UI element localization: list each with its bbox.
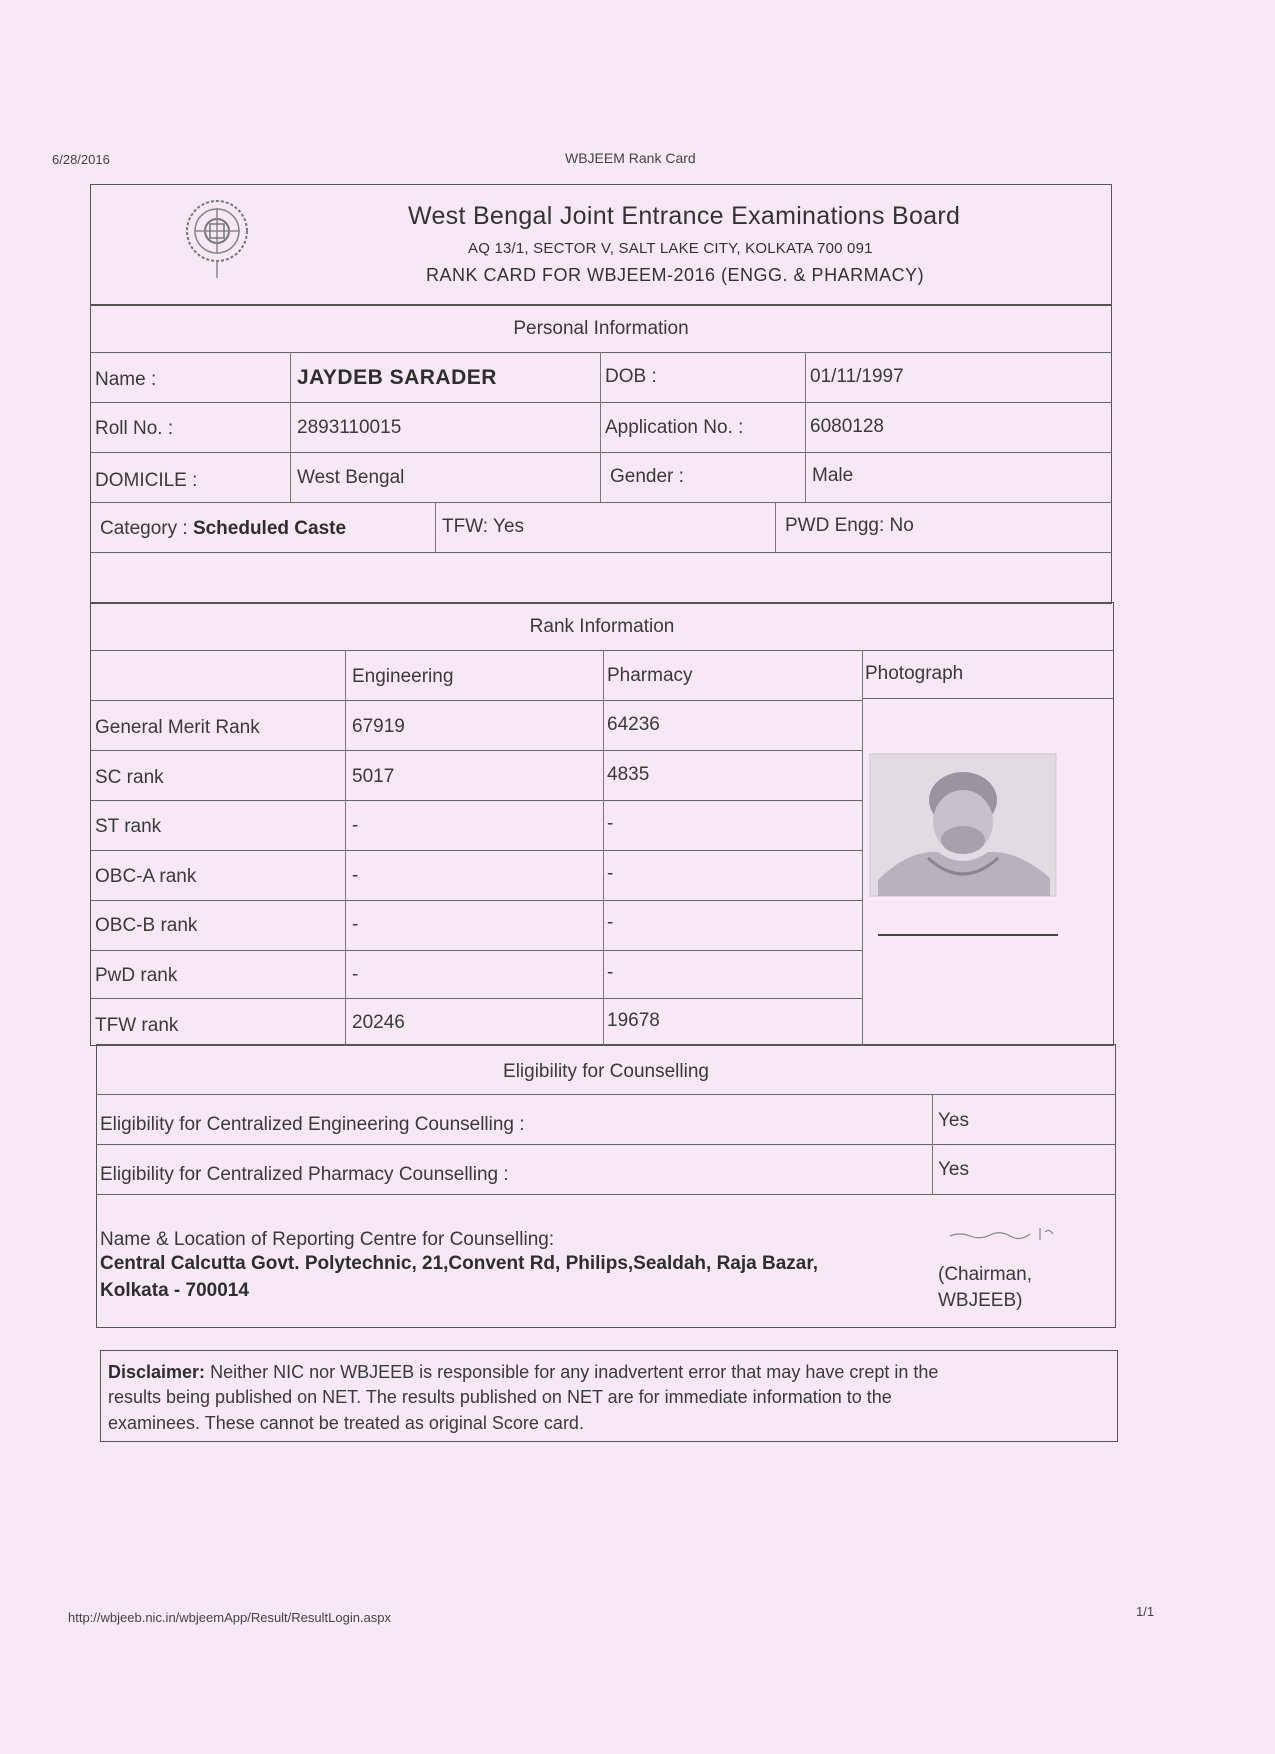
rank-row-pharm: 4835 [607,764,650,785]
category-value: Scheduled Caste [192,518,347,539]
candidate-photo [868,750,1058,940]
application-label: Application No. : [605,417,744,438]
signatory-org: WBJEEB) [938,1290,1023,1311]
rank-row-label: OBC-A rank [95,866,197,887]
domicile-value: West Bengal [297,467,405,488]
tfw-label: TFW: [442,516,489,537]
rank-info-heading: Rank Information [529,616,675,637]
personal-info-heading: Personal Information [513,318,689,339]
roll-label: Roll No. : [95,418,174,439]
engg-eligibility-label: Eligibility for Centralized Engineering Counselling : [100,1114,525,1135]
pwd-label: PWD Engg: [785,515,885,536]
rank-row-pharm: 64236 [607,714,660,735]
reporting-centre-label: Name & Location of Reporting Centre for Counselling: [100,1229,555,1250]
disclaimer-line-2: results being published on NET. The results published on NET are for immediate information to the [108,1387,892,1407]
print-url: http://wbjeeb.nic.in/wbjeemApp/Result/ResultLogin.aspx [68,1610,392,1625]
rank-row-label: General Merit Rank [95,717,260,738]
rank-row-engg: - [352,815,359,836]
disclaimer-line-1 [108,1362,938,1383]
disclaimer-label: Disclaimer: [108,1362,206,1382]
rank-row-pharm: - [607,813,614,834]
rank-row-pharm: - [607,912,614,933]
gender-label: Gender : [610,466,684,487]
rank-row-label: SC rank [95,767,164,788]
rank-row-pharm: 19678 [607,1010,660,1031]
tfw-field [442,516,524,538]
pwd-field [785,515,914,537]
col-pharmacy: Pharmacy [607,665,693,686]
pwd-value: No [889,515,914,536]
board-name: West Bengal Joint Entrance Examinations Board [408,202,961,230]
board-seal-icon [180,198,260,280]
tfw-value: Yes [493,516,525,537]
rank-row-label: OBC-B rank [95,915,198,936]
rank-row-label: ST rank [95,816,162,837]
reporting-centre-address: Central Calcutta Govt. Polytechnic, 21,Convent Rd, Philips,Sealdah, Raja Bazar, [100,1253,818,1274]
application-value: 6080128 [810,416,884,437]
rank-row-label: PwD rank [95,965,178,986]
col-photograph: Photograph [865,663,964,684]
rank-row-pharm: - [607,863,614,884]
card-title: RANK CARD FOR WBJEEM-2016 (ENGG. & PHARMACY) [426,265,925,285]
rank-row-engg: 67919 [352,716,405,737]
rank-row-engg: 20246 [352,1012,405,1033]
name-label: Name : [95,369,157,390]
board-address: AQ 13/1, SECTOR V, SALT LAKE CITY, KOLKATA 700 091 [468,240,873,257]
domicile-label: DOMICILE : [95,470,198,491]
rank-row-engg: - [352,865,359,886]
pharm-eligibility-label: Eligibility for Centralized Pharmacy Counselling : [100,1164,509,1185]
disclaimer-line-3: examinees. These cannot be treated as original Score card. [108,1413,584,1433]
pharm-eligibility-value: Yes [938,1159,969,1180]
print-date: 6/28/2016 [52,152,110,167]
gender-value: Male [812,465,854,486]
name-value: JAYDEB SARADER [297,366,497,389]
engg-eligibility-value: Yes [938,1110,969,1131]
personal-info-table [90,304,1112,604]
dob-value: 01/11/1997 [810,366,904,387]
category-label: Category : [100,518,188,539]
disclaimer-text: Neither NIC nor WBJEEB is responsible for any inadvertent error that may have crept in the [210,1362,939,1382]
rank-row-label: TFW rank [95,1015,179,1036]
roll-value: 2893110015 [297,417,402,438]
rank-row-pharm: - [607,962,614,983]
print-title: WBJEEM Rank Card [565,150,696,166]
print-page-number: 1/1 [1136,1604,1155,1619]
dob-label: DOB : [605,366,657,387]
reporting-centre-city: Kolkata - 700014 [100,1280,249,1301]
rank-row-engg: - [352,914,359,935]
chairman-signature [945,1222,1065,1244]
rank-row-engg: 5017 [352,766,395,787]
signatory-title: (Chairman, [938,1264,1032,1285]
rank-row-engg: - [352,964,359,985]
category-field [100,518,346,540]
eligibility-heading: Eligibility for Counselling [503,1061,709,1082]
col-engineering: Engineering [352,666,454,687]
